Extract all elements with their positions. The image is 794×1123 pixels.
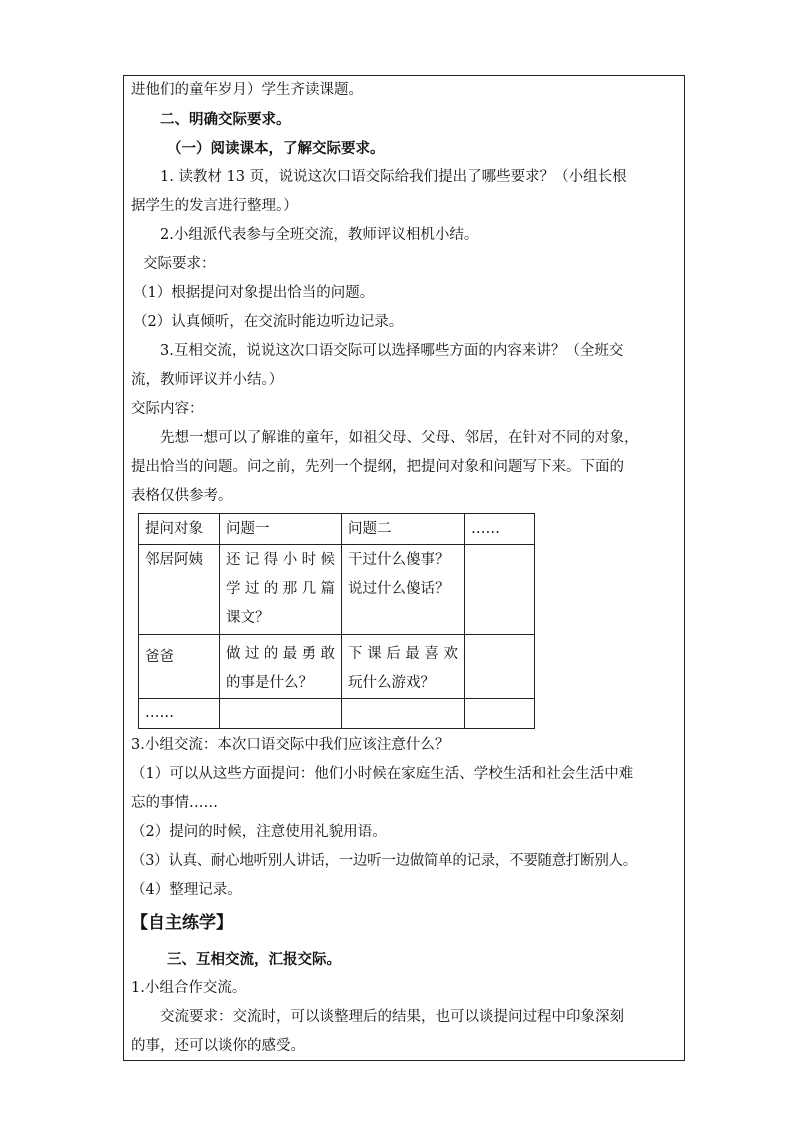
table-cell-question2 xyxy=(342,545,465,635)
document-content xyxy=(131,76,679,1061)
paragraph-exchange-line2: 流，教师评议并小结。） xyxy=(131,372,284,388)
table-cell-empty xyxy=(220,699,342,729)
table-row xyxy=(139,699,535,729)
cell-line: 课文？ xyxy=(226,610,270,626)
label-content: 交际内容： xyxy=(131,401,204,417)
cell-line: 还记得小时候 xyxy=(226,552,335,568)
requirement-1: （1）根据提问对象提出恰当的问题。 xyxy=(133,285,375,301)
note-3: （3）认真、耐心地听别人讲话，一边听一边做简单的记录，不要随意打断别人。 xyxy=(131,853,637,869)
table-cell-empty xyxy=(465,699,535,729)
table-cell-empty xyxy=(342,699,465,729)
heading-mutual-exchange: 三、互相交流，汇报交际。 xyxy=(167,951,341,968)
table-header-row xyxy=(139,514,535,545)
paragraph-read-textbook-line2: 据学生的发言进行整理。） xyxy=(131,198,298,214)
table-cell-question1 xyxy=(220,545,342,635)
cell-line: 玩什么游戏？ xyxy=(348,675,435,691)
paragraph-exchange-requirements-line1: 交流要求：交流时，可以谈整理后的结果，也可以谈提问过程中印象深刻 xyxy=(160,1009,624,1025)
table-header-cell: 问题一 xyxy=(220,514,342,545)
document-frame xyxy=(123,75,685,1061)
note-2: （2）提问的时候，注意使用礼貌用语。 xyxy=(131,824,387,840)
table-header-cell: 提问对象 xyxy=(139,514,220,545)
table-cell-question2 xyxy=(342,635,465,699)
paragraph-group-discussion: 3.小组交流：本次口语交际中我们应该注意什么？ xyxy=(131,737,450,753)
note-1-line2: 忘的事情…… xyxy=(131,795,218,811)
paragraph-think-line1: 先想一想可以了解谁的童年，如祖父母、父母、邻居，在针对不同的对象， xyxy=(160,430,639,446)
table-header-cell: …… xyxy=(465,514,535,545)
cell-line: 说过什么傻话？ xyxy=(348,581,450,597)
cell-line: 的事是什么？ xyxy=(226,675,313,691)
table-cell-subject: 爸爸 xyxy=(139,635,220,699)
table-cell-empty xyxy=(465,545,535,635)
table-row xyxy=(139,635,535,699)
cell-line: 干过什么傻事？ xyxy=(348,552,450,568)
cell-line: 学过的那几篇 xyxy=(226,581,335,597)
paragraph-think-line2: 提出恰当的问题。问之前，先列一个提纲，把提问对象和问题写下来。下面的 xyxy=(131,459,624,475)
table-row xyxy=(139,545,535,635)
paragraph-exchange-line1: 3.互相交流，说说这次口语交际可以选择哪些方面的内容来讲？（全班交 xyxy=(160,343,624,359)
paragraph-exchange-requirements-line2: 的事，还可以谈你的感受。 xyxy=(131,1038,305,1054)
section-title-self-practice: 【自主练学】 xyxy=(131,913,233,933)
table-header-cell: 问题二 xyxy=(342,514,465,545)
note-4: （4）整理记录。 xyxy=(131,882,242,898)
table-cell-subject: …… xyxy=(139,699,220,729)
paragraph-group-cooperation: 1.小组合作交流。 xyxy=(131,980,247,996)
paragraph-group-report: 2.小组派代表参与全班交流，教师评议相机小结。 xyxy=(160,227,479,243)
paragraph-read-textbook-line1: 1. 读教材 13 页，说说这次口语交际给我们提出了哪些要求？（小组长根 xyxy=(160,169,627,185)
heading-clarify-requirements: 二、明确交际要求。 xyxy=(160,111,291,128)
requirement-2: （2）认真倾听，在交流时能边听边记录。 xyxy=(133,314,404,330)
cell-line: 下课后最喜欢 xyxy=(348,646,458,662)
paragraph-intro-end: 进他们的童年岁月）学生齐读课题。 xyxy=(131,82,363,98)
note-1-line1: （1）可以从这些方面提问：他们小时候在家庭生活、学校生活和社会生活中难 xyxy=(131,766,634,782)
label-requirements: 交际要求： xyxy=(143,256,216,272)
table-cell-question1 xyxy=(220,635,342,699)
question-table xyxy=(138,513,535,729)
table-cell-subject: 邻居阿姨 xyxy=(139,545,220,635)
cell-line: 做过的最勇敢 xyxy=(226,646,335,662)
subheading-read-textbook: （一）阅读课本，了解交际要求。 xyxy=(167,140,385,157)
paragraph-think-line3: 表格仅供参考。 xyxy=(131,488,233,504)
table-cell-empty xyxy=(465,635,535,699)
